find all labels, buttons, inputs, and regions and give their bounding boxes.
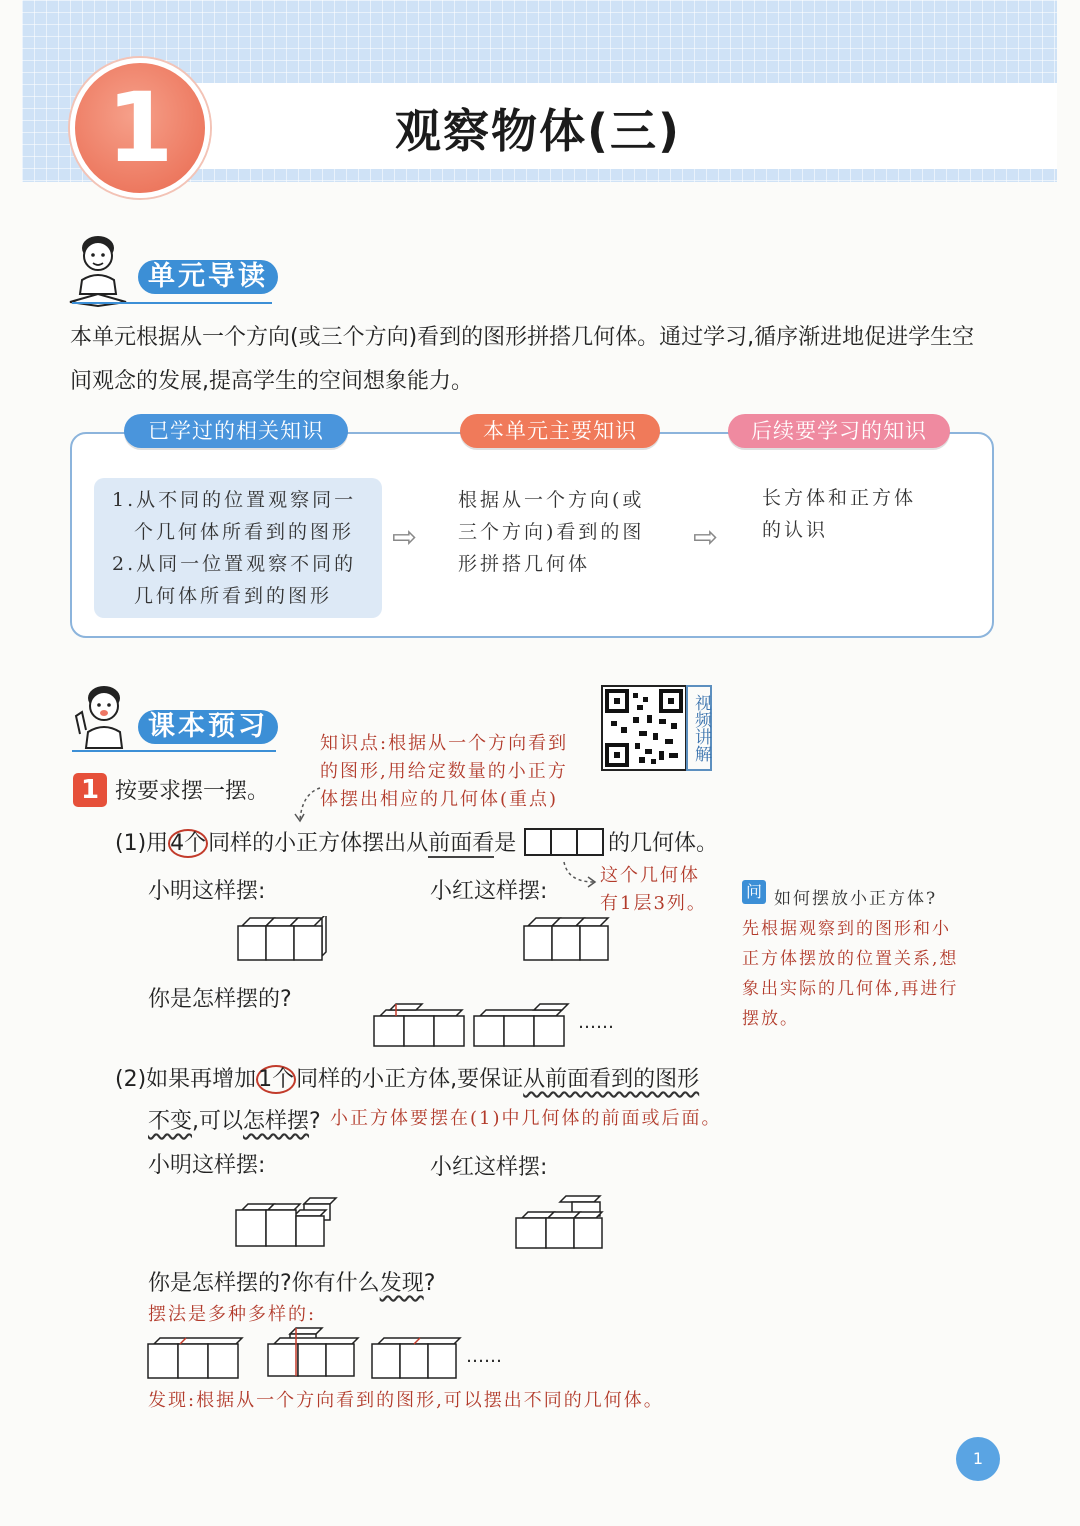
xiaohong-cubes-5 [514, 1194, 606, 1252]
next-line: 的认识 [762, 519, 829, 541]
boy-waving-icon [72, 682, 138, 752]
front-view-three-squares [524, 828, 604, 856]
section-title-preview: 课本预习 [138, 710, 278, 744]
dashed-arrow-icon [292, 784, 322, 824]
note-line: 体摆出相应的几何体(重点) [320, 789, 559, 810]
part2-text: ,可以 [192, 1109, 244, 1134]
answer-cubes-c [370, 1330, 464, 1382]
variety-note: 摆法是多种多样的: [148, 1304, 317, 1325]
next-knowledge-label: 后续要学习的知识 [728, 414, 950, 448]
intro-paragraph [70, 316, 1030, 404]
tip-question: 如何摆放小正方体? [774, 889, 938, 909]
boy-reading-icon [68, 232, 138, 308]
learned-knowledge-text [112, 484, 382, 612]
part1-text: 同样的小正方体摆出从 [208, 831, 429, 856]
xiaoming-cubes-5 [234, 1196, 342, 1250]
tip-answer [742, 914, 1012, 1034]
learned-line: 2.从同一位置观察不同的 [112, 553, 357, 575]
tip-line: 摆放。 [742, 1009, 799, 1029]
note-line: 有1层3列。 [600, 893, 707, 914]
intro-line-1: 本单元根据从一个方向(或三个方向)看到的图形拼搭几何体。通过学习,循序渐进地促进学生空 [70, 325, 975, 350]
part1-text: 是 [494, 831, 517, 856]
part1-prompt [115, 826, 516, 857]
part2-text: (2)如果再增加 [115, 1067, 257, 1092]
intro-line-2: 间观念的发展,提高学生的空间想象能力。 [70, 369, 473, 394]
layer-note [600, 862, 707, 918]
main-line: 根据从一个方向(或 [458, 489, 645, 511]
part2-text: ? [309, 1109, 321, 1134]
xiaohong-cubes-4 [522, 916, 614, 964]
learned-line: 1.从不同的位置观察同一 [112, 489, 357, 511]
section-underline [72, 302, 272, 304]
part2-line2 [148, 1104, 321, 1135]
placement-note: 小正方体要摆在(1)中几何体的前面或后面。 [330, 1108, 722, 1129]
tip-line: 正方体摆放的位置关系,想 [742, 949, 959, 969]
video-explanation-label[interactable]: 视频讲解 [686, 685, 712, 771]
page-title: 观察物体(三) [395, 104, 682, 158]
xiaohong-label: 小红这样摆: [430, 1155, 548, 1180]
qr-code[interactable] [601, 685, 687, 771]
part1-suffix: 的几何体。 [608, 831, 719, 856]
learned-line: 个几何体所看到的图形 [134, 521, 355, 543]
tip-line: 先根据观察到的图形和小 [742, 919, 951, 939]
note-line: 知识点:根据从一个方向看到 [320, 733, 569, 754]
question-text: 你是怎样摆的?你有什么 [148, 1271, 380, 1296]
next-knowledge-text [762, 482, 962, 546]
xiaoming-cubes-4 [236, 916, 328, 964]
ellipsis: …… [466, 1346, 502, 1367]
ellipsis: …… [578, 1012, 614, 1033]
question-number-badge: 1 [73, 773, 107, 807]
xiaoming-label: 小明这样摆: [148, 879, 266, 904]
main-line: 形拼搭几何体 [458, 553, 591, 575]
main-knowledge-text [458, 484, 678, 580]
dashed-arrow-icon [560, 860, 600, 890]
note-line: 这个几何体 [600, 865, 700, 886]
arrow-right-icon: ⇨ [693, 520, 719, 555]
part1-text: (1)用 [115, 831, 169, 856]
arrow-right-icon: ⇨ [392, 520, 418, 555]
note-line: 的图形,用给定数量的小正方 [320, 761, 568, 782]
knowledge-point-note [320, 730, 568, 814]
learned-line: 几何体所看到的图形 [134, 585, 333, 607]
answer-cubes-a [146, 1330, 246, 1382]
unit-number: 1 [106, 72, 174, 184]
main-knowledge-label: 本单元主要知识 [460, 414, 660, 448]
section-title-unit-guide: 单元导读 [138, 260, 278, 294]
learned-knowledge-label: 已学过的相关知识 [124, 414, 348, 448]
circled-count: 1个 [258, 1067, 295, 1092]
tip-line: 象出实际的几何体,再进行 [742, 979, 959, 999]
part2-prompt [115, 1062, 699, 1093]
main-line: 三个方向)看到的图 [458, 521, 645, 543]
how-and-discovery-question [148, 1266, 435, 1297]
next-line: 长方体和正方体 [762, 487, 917, 509]
qr-code-icon [603, 687, 685, 769]
wavy-underlined-text: 怎样摆 [243, 1109, 310, 1134]
circled-count: 4个 [170, 831, 207, 856]
part2-text: 同样的小正方体,要保证 [296, 1067, 524, 1092]
wavy-underlined-text: 从前面看到的图形 [523, 1067, 700, 1092]
underlined-text: 前面看 [428, 831, 495, 856]
wavy-underlined-text: 发现 [379, 1271, 424, 1296]
answer-cubes-b [266, 1326, 362, 1382]
section-underline [72, 750, 276, 752]
xiaohong-label: 小红这样摆: [430, 879, 548, 904]
question-text: ? [423, 1271, 436, 1296]
answer-cubes-part1 [372, 1000, 576, 1052]
question-title: 按要求摆一摆。 [115, 779, 270, 804]
how-arranged-question: 你是怎样摆的? [148, 987, 292, 1012]
finding-note: 发现:根据从一个方向看到的图形,可以摆出不同的几何体。 [148, 1390, 664, 1411]
question-tip-badge: 问 [742, 880, 766, 904]
xiaoming-label: 小明这样摆: [148, 1153, 266, 1178]
page-number: 1 [956, 1437, 1000, 1481]
wavy-underlined-text: 不变 [148, 1109, 193, 1134]
